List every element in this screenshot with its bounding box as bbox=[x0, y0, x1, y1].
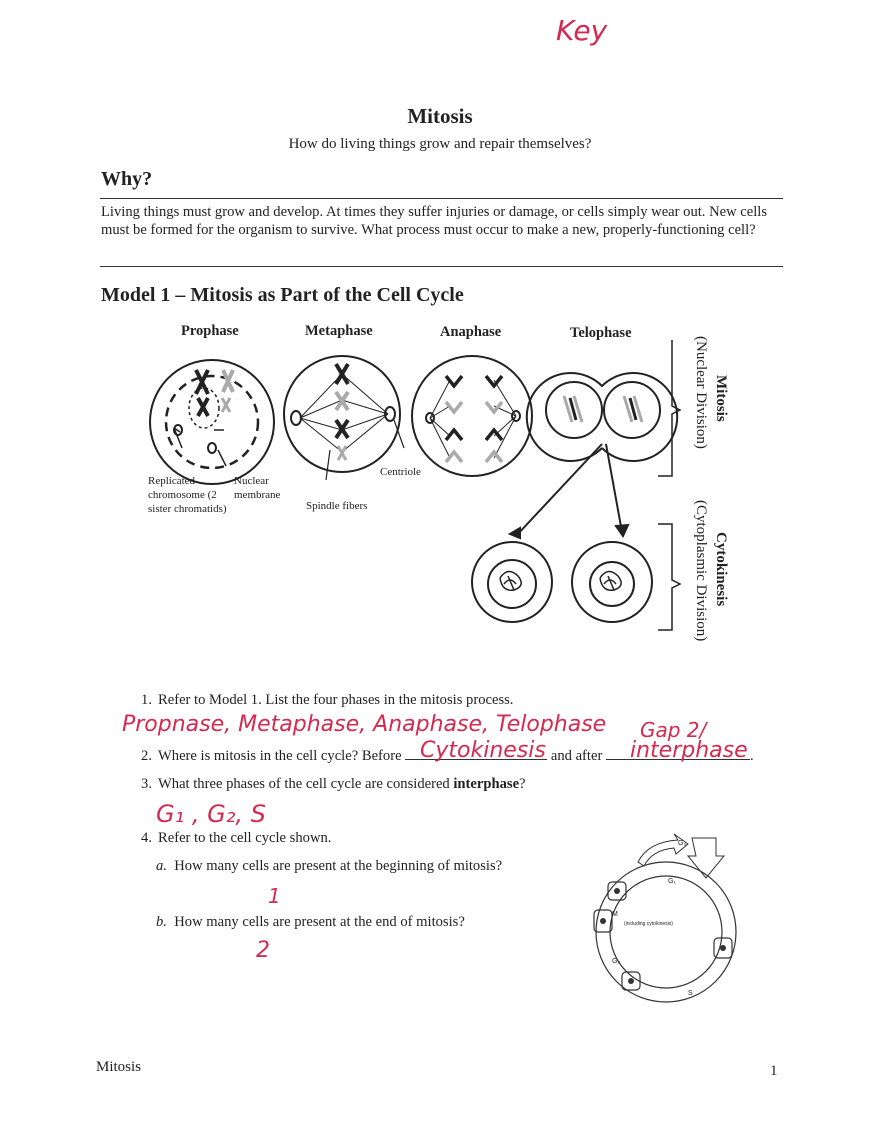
cycle-label-s: S bbox=[688, 990, 693, 997]
why-bottom-rule bbox=[100, 266, 783, 267]
cycle-label-m: M bbox=[612, 911, 618, 918]
answer-2-note: Gap 2/ bbox=[640, 718, 707, 742]
page-subtitle: How do living things grow and repair themselves? bbox=[288, 136, 592, 152]
question-3: 3. What three phases of the cell cycle are considered interphase? bbox=[141, 776, 526, 792]
cycle-label-g2: G₂ bbox=[612, 958, 621, 965]
phase-label-metaphase: Metaphase bbox=[305, 323, 373, 339]
telophase-cell bbox=[527, 373, 677, 461]
question-4a: a. How many cells are present at the beginning of mitosis? bbox=[156, 858, 503, 874]
label-spindle-fibers: Spindle fibers bbox=[306, 500, 368, 512]
question-4b: b. How many cells are present at the end of mitosis? bbox=[156, 914, 465, 930]
phase-label-telophase: Telophase bbox=[570, 325, 632, 341]
prophase-cell bbox=[150, 360, 274, 484]
page-title: Mitosis bbox=[407, 104, 473, 128]
answer-4a: 1 bbox=[268, 884, 281, 908]
why-body: Living things must grow and develop. At times they suffer injuries or damage, or cells simply wear out. New cells must be formed for the organism to survive. What process must occur to make a new, properly-functioning cell? bbox=[101, 204, 768, 238]
label-replicated-chromosome: Replicated chromosome (2 sister chromatids) bbox=[148, 475, 227, 515]
daughter-cell-left bbox=[472, 542, 552, 622]
answer-2-after: interphase bbox=[630, 738, 748, 763]
answer-2-before: Cytokinesis bbox=[420, 738, 546, 763]
daughter-cell-right bbox=[572, 542, 652, 622]
key-annotation: Key bbox=[556, 14, 608, 47]
answer-1: Propnase, Metaphase, Anaphase, Telophase bbox=[122, 712, 607, 737]
why-heading: Why? bbox=[101, 168, 153, 190]
metaphase-cell bbox=[284, 356, 404, 480]
cytokinesis-side-title: Cytokinesis bbox=[713, 532, 729, 607]
question-2: 2. Where is mitosis in the cell cycle? Before and after . bbox=[141, 748, 754, 764]
cycle-label-g1: G₁ bbox=[668, 878, 676, 885]
label-nuclear-membrane: Nuclear membrane bbox=[234, 475, 281, 501]
footer-label: Mitosis bbox=[96, 1059, 142, 1075]
cytokinesis-side-sub: (Cytoplasmic Division) bbox=[693, 500, 709, 642]
question-4: 4. Refer to the cell cycle shown. bbox=[141, 830, 332, 846]
mitosis-side-title: Mitosis bbox=[713, 375, 729, 422]
anaphase-cell bbox=[412, 356, 532, 476]
cycle-label-m-note: (including cytokinesis) bbox=[624, 921, 673, 927]
why-top-rule bbox=[100, 198, 783, 199]
mitosis-side-sub: (Nuclear Division) bbox=[693, 336, 709, 449]
model-heading: Model 1 – Mitosis as Part of the Cell Cycle bbox=[101, 284, 464, 306]
answer-4b: 2 bbox=[256, 938, 270, 963]
answer-3: G₁ , G₂, S bbox=[156, 800, 266, 828]
page-number: 1 bbox=[770, 1063, 778, 1079]
phase-label-prophase: Prophase bbox=[181, 323, 239, 339]
label-centriole: Centriole bbox=[380, 466, 421, 478]
cycle-label-g0: G₀ bbox=[678, 840, 687, 847]
phase-label-anaphase: Anaphase bbox=[440, 324, 502, 340]
question-1: 1. Refer to Model 1. List the four phases in the mitosis process. bbox=[141, 692, 514, 708]
